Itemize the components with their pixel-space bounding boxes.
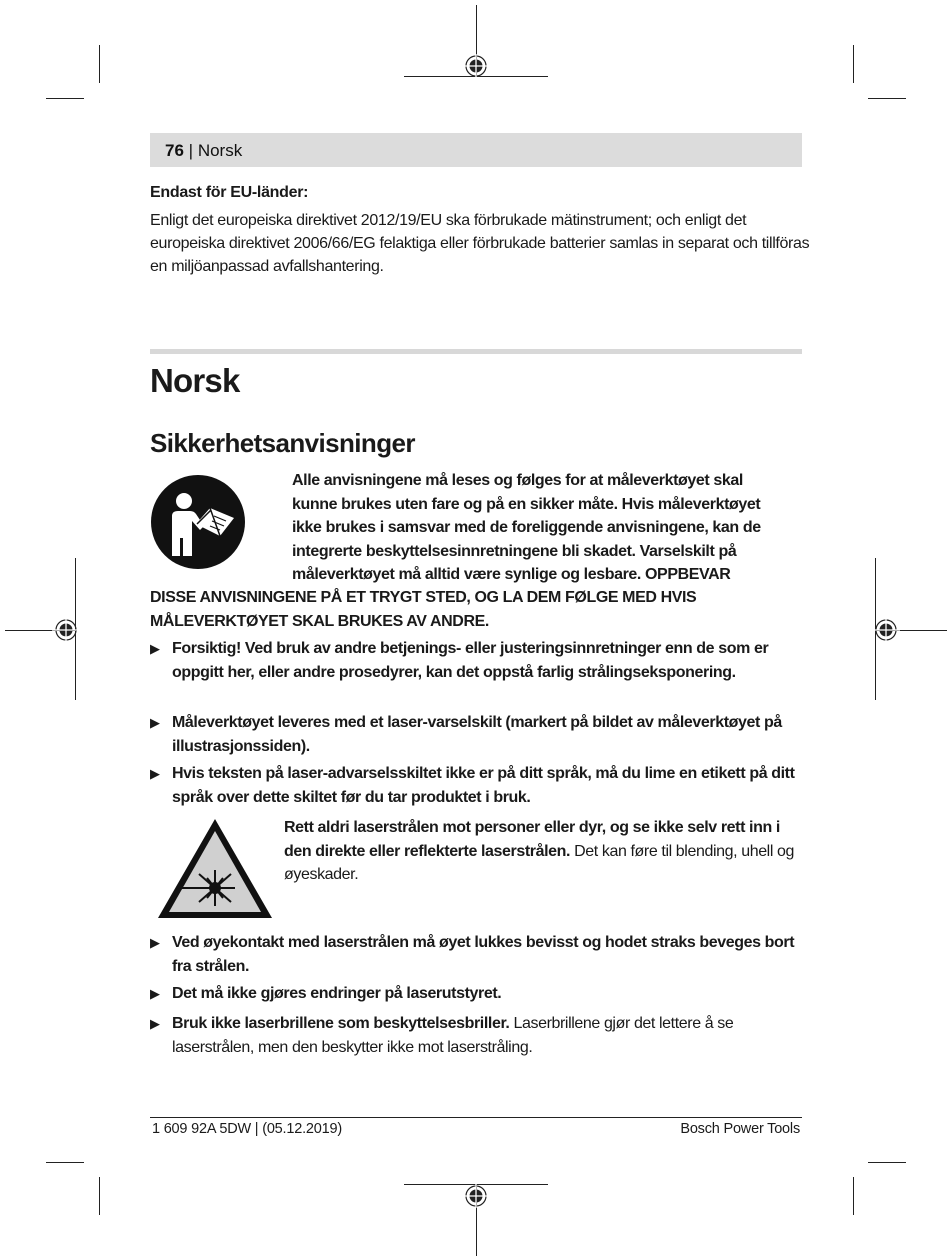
bullet-arrow-icon: ▶ [150,986,160,1001]
laser-warning-icon [155,816,275,922]
intro-line: kunne brukes uten fare og på en sikker måte. Hvis måleverktøyet [292,495,761,513]
footer-divider [150,1117,802,1118]
bullet-arrow-icon: ▶ [150,641,160,656]
laser-warning-normal: Det kan føre til blending, uhell og øyeskader. [284,842,795,883]
registration-mark-icon [50,614,82,646]
list-item [150,931,810,978]
bullet-text: Hvis teksten på laser-advarselsskiltet ikke er på ditt språk, må du lime en etikett på ditt språk over dette skiltet før du tar produktet i bruk. [172,765,795,806]
list-item [150,711,810,758]
bullet-text: Forsiktig! Ved bruk av andre betjenings- eller justeringsinnretninger enn de som er oppgitt her, eller andre prosedyrer, kan det oppstå farlig strålingseksponering. [172,640,769,681]
header-separator: | [188,141,194,160]
intro-line: DISSE ANVISNINGENE PÅ ET TRYGT STED, OG LA DEM FØLGE MED HVIS [150,589,697,606]
intro-line: ikke brukes i samsvar med de foreliggende anvisningene, kan de [292,519,761,536]
list-item [150,637,810,684]
page-number: 76 [165,141,184,160]
registration-mark-icon [460,50,492,82]
bullet-arrow-icon: ▶ [150,1016,160,1031]
section-title: Norsk [150,362,240,399]
eu-heading: Endast för EU-länder: [150,184,309,201]
registration-mark-icon [460,1180,492,1212]
intro-line: måleverktøyet må alltid være synlige og lesbare. OPPBEVAR [292,566,731,583]
laser-warning-bold: Rett aldri laserstrålen mot personer eller dyr, og se ikke selv rett inn i den direkte eller reflekterte laserstrålen. [284,819,780,860]
intro-text-right [292,469,812,587]
list-item [150,982,810,1006]
intro-text-full [150,586,810,633]
header-section: Norsk [197,141,243,160]
bullet-text: Måleverktøyet leveres med et laser-varselskilt (markert på bildet av måleverktøyet på illustrasjonssiden). [172,714,782,755]
eu-body-text: Enligt det europeiska direktivet 2012/19/EU ska förbrukade mätinstrument; och enligt det europeiska direktivet 2006/66/EG felaktiga eller förbrukade batterier samlas in separat och tillföras en miljöanpassad avfallshantering. [150,212,810,275]
subsection-title: Sikkerhetsanvisninger [150,428,415,458]
bullet-arrow-icon: ▶ [150,766,160,781]
read-manual-icon [150,474,246,570]
footer-brand: Bosch Power Tools [680,1121,800,1137]
page-header-text [165,141,242,161]
section-divider [150,349,802,354]
list-item [150,1012,810,1059]
intro-line: integrerte beskyttelsesinnretningene bli skadet. Varselskilt på [292,542,737,560]
bullet-text-normal: Laserbrillene gjør det lettere å se laserstrålen, men den beskytter ikke mot laserstråling. [172,1015,734,1056]
registration-mark-icon [870,614,902,646]
list-item [150,762,810,809]
bullet-arrow-icon: ▶ [150,935,160,950]
intro-line: MÅLEVERKTØYET SKAL BRUKES AV ANDRE. [150,612,489,630]
page-header [150,133,802,167]
bullet-text: Bruk ikke laserbrillene som beskyttelsesbriller. [172,1015,510,1032]
intro-line: Alle anvisningene må leses og følges for at måleverktøyet skal [292,472,743,489]
bullet-text: Ved øyekontakt med laserstrålen må øyet lukkes bevisst og hodet straks beveges bort fra strålen. [172,934,795,975]
laser-warning-text [284,816,810,887]
footer-doc-id: 1 609 92A 5DW | (05.12.2019) [152,1121,343,1137]
bullet-text: Det må ikke gjøres endringer på laserutstyret. [172,985,502,1002]
bullet-arrow-icon: ▶ [150,715,160,730]
